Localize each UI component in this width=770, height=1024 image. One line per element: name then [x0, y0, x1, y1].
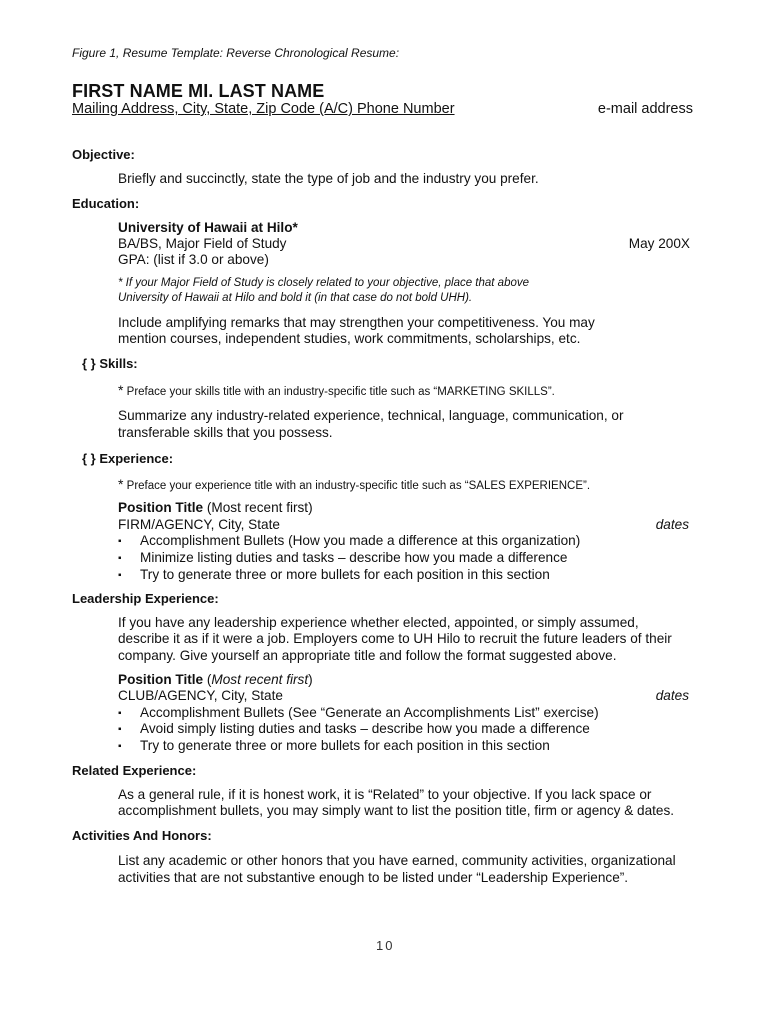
leadership-club: CLUB/AGENCY, City, State — [118, 688, 283, 703]
experience-position — [118, 500, 313, 515]
degree: BA/BS, Major Field of Study — [118, 236, 287, 251]
leadership-text-line3: company. Give yourself an appropriate title and follow the format suggested above. — [118, 648, 617, 663]
activities-text-line2: activities that are not substantive enough to be listed under “Leadership Experience”. — [118, 870, 629, 885]
leadership-position-note: Most recent first — [211, 672, 309, 687]
skills-heading: { } Skills: — [82, 356, 138, 371]
bullet-icon: ▪ — [118, 708, 122, 719]
leadership-text-line1: If you have any leadership experience whether elected, appointed, or simply assumed, — [118, 615, 639, 630]
experience-position-note: (Most recent first) — [203, 500, 313, 515]
leadership-position-open: ( — [203, 672, 212, 687]
objective-text: Briefly and succinctly, state the type of job and the industry you prefer. — [118, 171, 539, 186]
experience-bullet-text: Try to generate three or more bullets for each position in this section — [140, 567, 550, 582]
bullet-icon: ▪ — [118, 724, 122, 735]
related-text-line2: accomplishment bullets, you may simply want to list the position title, firm or agency & dates. — [118, 803, 675, 818]
list-item — [118, 738, 550, 753]
leadership-position-close: ) — [308, 672, 313, 687]
resume-name: FIRST NAME MI. LAST NAME — [72, 81, 325, 101]
experience-dates: dates — [655, 517, 689, 532]
education-note-line2: University of Hawaii at Hilo and bold it (in that case do not bold UHH). — [118, 292, 473, 304]
education-heading: Education: — [72, 196, 140, 211]
leadership-heading: Leadership Experience: — [72, 591, 219, 606]
experience-bullet-text: Accomplishment Bullets (How you made a difference at this organization) — [140, 533, 581, 548]
experience-heading: { } Experience: — [82, 451, 174, 466]
bullet-icon: ▪ — [118, 741, 122, 752]
bullet-icon: ▪ — [118, 553, 122, 564]
experience-tip — [118, 476, 590, 492]
experience-bullet-text: Minimize listing duties and tasks – describe how you made a difference — [140, 550, 568, 565]
list-item — [118, 533, 580, 548]
list-item — [118, 550, 567, 565]
leadership-position-title: Position Title — [118, 672, 204, 687]
list-item — [118, 567, 550, 582]
skills-tip-star: * — [118, 382, 124, 398]
leadership-text-line2: describe it as if it were a job. Employers come to UH Hilo to recruit the future leaders of their — [118, 631, 672, 646]
contact-email: e-mail address — [597, 101, 693, 117]
list-item — [118, 721, 590, 736]
experience-position-title: Position Title — [118, 500, 204, 515]
education-remarks-line1: Include amplifying remarks that may strengthen your competitiveness. You may — [118, 315, 595, 330]
gpa: GPA: (list if 3.0 or above) — [118, 252, 269, 267]
skills-text-line1: Summarize any industry-related experience, technical, language, communication, or — [118, 408, 624, 423]
leadership-bullet-text: Accomplishment Bullets (See “Generate an Accomplishments List” exercise) — [140, 705, 599, 720]
contact-line — [72, 101, 693, 117]
education-remarks-line2: mention courses, independent studies, work commitments, scholarships, etc. — [118, 331, 581, 346]
bullet-icon: ▪ — [118, 570, 122, 581]
education-note-line1: * If your Major Field of Study is closely related to your objective, place that above — [118, 277, 530, 289]
skills-tip-text: Preface your skills title with an industry-specific title such as “MARKETING SKILLS”. — [123, 386, 555, 398]
skills-tip — [118, 382, 555, 398]
contact-address-phone: Mailing Address, City, State, Zip Code (A/C) Phone Number — [72, 101, 455, 117]
leadership-position — [118, 672, 313, 687]
leadership-bullet-text: Try to generate three or more bullets for each position in this section — [140, 738, 550, 753]
school-name: University of Hawaii at Hilo* — [118, 220, 298, 235]
graduation-date: May 200X — [628, 236, 690, 251]
bullet-icon: ▪ — [118, 536, 122, 547]
experience-firm: FIRM/AGENCY, City, State — [118, 517, 280, 532]
list-item — [118, 705, 599, 720]
skills-text-line2: transferable skills that you possess. — [118, 425, 333, 440]
related-heading: Related Experience: — [72, 763, 197, 778]
activities-heading: Activities And Honors: — [72, 828, 212, 843]
figure-caption: Figure 1, Resume Template: Reverse Chronological Resume: — [72, 46, 400, 60]
leadership-dates: dates — [655, 688, 689, 703]
objective-heading: Objective: — [72, 147, 135, 162]
leadership-bullet-text: Avoid simply listing duties and tasks – describe how you made a difference — [140, 721, 590, 736]
page-number: 10 — [376, 938, 395, 953]
related-text-line1: As a general rule, if it is honest work, it is “Related” to your objective. If you lack space or — [118, 787, 652, 802]
experience-tip-text: Preface your experience title with an industry-specific title such as “SALES EXPERIENCE”. — [123, 480, 591, 492]
activities-text-line1: List any academic or other honors that you have earned, community activities, organizational — [118, 853, 676, 868]
experience-tip-star: * — [118, 476, 124, 492]
